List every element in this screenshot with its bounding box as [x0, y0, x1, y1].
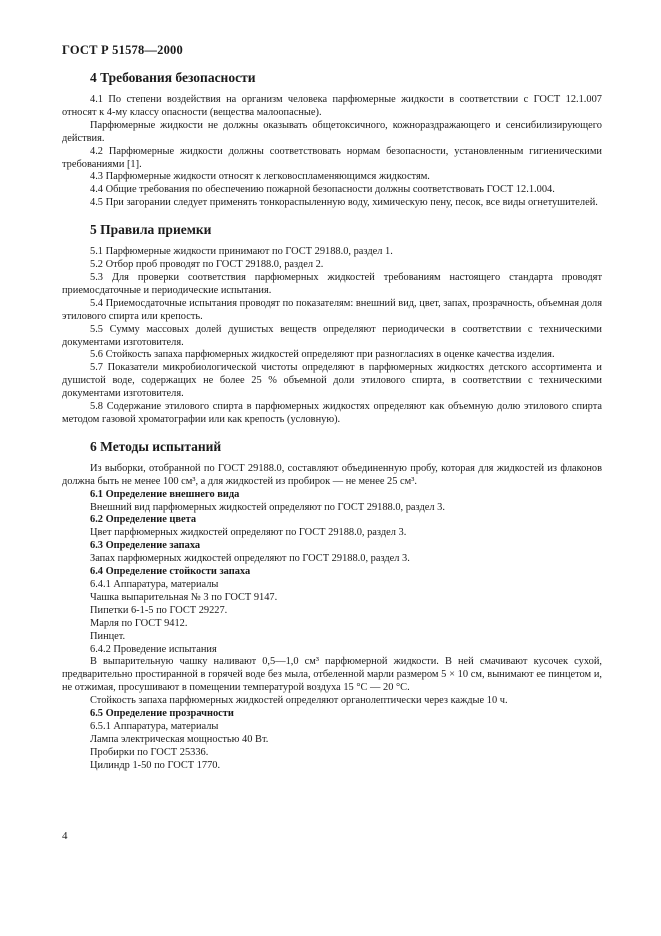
text-6-4-1: 6.4.1 Аппаратура, материалы — [90, 579, 219, 590]
subsection-6-5-title: 6.5 Определение прозрачности — [90, 708, 234, 720]
paragraph-5-3: 5.3 Для проверки соответствия парфюмерных жидкостей требованиям настоящего стандарта проводят приемосдаточные и периодические испытания. — [62, 271, 602, 296]
text-6-4-1-b: Пипетки 6-1-5 по ГОСТ 29227. — [90, 604, 228, 616]
paragraph-6-intro: Из выборки, отобранной по ГОСТ 29188.0, составляют объединенную пробу, которая для жидкостей из флаконов должна быть не менее 100 см³, а для жидкостей из пробирок — не менее 25 см³. — [62, 462, 602, 487]
text-6-3: Запах парфюмерных жидкостей определяют по ГОСТ 29188.0, раздел 3. — [90, 553, 410, 565]
paragraph-5-8: 5.8 Содержание этилового спирта в парфюмерных жидкостях определяют как объемную долю этилового спирта методом газовой хроматографии или как крепость (условную). — [62, 401, 602, 425]
page-number: 4 — [62, 830, 68, 842]
paragraph-5-4: 5.4 Приемосдаточные испытания проводят по показателям: внешний вид, цвет, запах, прозрачность, объемная доля этилового спирта или крепость. — [62, 297, 602, 322]
section-6-title: 6 Методы испытаний — [90, 438, 222, 454]
text-6-2: Цвет парфюмерных жидкостей определяют по ГОСТ 29188.0, раздел 3. — [90, 527, 407, 539]
subsection-6-3-title: 6.3 Определение запаха — [90, 540, 201, 552]
text-6-5-1-c: Цилиндр 1-50 по ГОСТ 1770. — [90, 759, 221, 771]
text-6-5-1-a: Лампа электрическая мощностью 40 Вт. — [90, 733, 269, 745]
section-5-title: 5 Правила приемки — [90, 222, 212, 238]
paragraph-4-5: 4.5 При загорании следует применять тонкораспыленную воду, химическую пену, песок, все виды огнетушителей. — [90, 197, 598, 209]
paragraph-4-3: 4.3 Парфюмерные жидкости относят к легковоспламеняющимся жидкостям. — [90, 171, 430, 183]
text-6-1: Внешний вид парфюмерных жидкостей определяют по ГОСТ 29188.0, раздел 3. — [90, 501, 445, 513]
paragraph-5-2: 5.2 Отбор проб проводят по ГОСТ 29188.0, раздел 2. — [90, 259, 324, 271]
paragraph-5-5: 5.5 Сумму массовых долей душистых веществ определяют периодически в соответствии с техническими документами изготовителя. — [62, 323, 602, 348]
paragraph-4-1: 4.1 По степени воздействия на организм человека парфюмерные жидкости в соответствии с ГОСТ 12.1.007 относят к 4-му классу опасности (вещества малоопасные). — [62, 94, 602, 118]
document-code-header: ГОСТ Р 51578—2000 — [62, 43, 183, 57]
text-6-5-1: 6.5.1 Аппаратура, материалы — [90, 720, 219, 732]
paragraph-5-6: 5.6 Стойкость запаха парфюмерных жидкостей определяют при разногласиях в оценке качества изделия. — [90, 349, 555, 361]
text-6-4-1-c: Марля по ГОСТ 9412. — [90, 617, 188, 629]
subsection-6-2-title: 6.2 Определение цвета — [90, 514, 197, 526]
text-6-4-1-d: Пинцет. — [90, 630, 126, 642]
subsection-6-1-title: 6.1 Определение внешнего вида — [90, 488, 240, 500]
paragraph-4-1-cont: Парфюмерные жидкости не должны оказывать общетоксичного, кожнораздражающего и сенсибилизирующего действия. — [62, 119, 602, 144]
paragraph-4-4: 4.4 Общие требования по обеспечению пожарной безопасности должны соответствовать ГОСТ 12.1.004. — [90, 184, 555, 196]
document-body — [62, 70, 602, 773]
paragraph-5-1: 5.1 Парфюмерные жидкости принимают по ГОСТ 29188.0, раздел 1. — [90, 246, 393, 258]
text-6-4-2: 6.4.2 Проведение испытания — [90, 643, 217, 655]
subsection-6-4-title: 6.4 Определение стойкости запаха — [90, 566, 251, 578]
section-4-title: 4 Требования безопасности — [90, 70, 256, 85]
paragraph-6-4-2-a: В выпарительную чашку наливают 0,5—1,0 см³ парфюмерной жидкости. В ней смачивают кусочек сухой, предварительно простиранной в горячей воде без мыла, отбеленной марли размером 5 × 10 см, вынимают ее пинцетом и, не отжимая, просушивают в помещении температурой воздуха 15 °С — 20 °С. — [62, 656, 602, 694]
paragraph-6-4-2-b: Стойкость запаха парфюмерных жидкостей определяют органолептически через каждые 10 ч. — [90, 695, 508, 707]
paragraph-4-2: 4.2 Парфюмерные жидкости должны соответствовать нормам безопасности, установленным гигиеническими требованиями [1]. — [62, 145, 602, 170]
text-6-4-1-a: Чашка выпарительная № 3 по ГОСТ 9147. — [90, 591, 278, 603]
text-6-5-1-b: Пробирки по ГОСТ 25336. — [90, 746, 209, 758]
paragraph-5-7: 5.7 Показатели микробиологической чистоты определяют в парфюмерных жидкостях детского ассортимента и душистой воде, содержащих не более 25 % объемной доли этилового спирта, в соответствии с техническими документами изготовителя. — [62, 362, 602, 400]
